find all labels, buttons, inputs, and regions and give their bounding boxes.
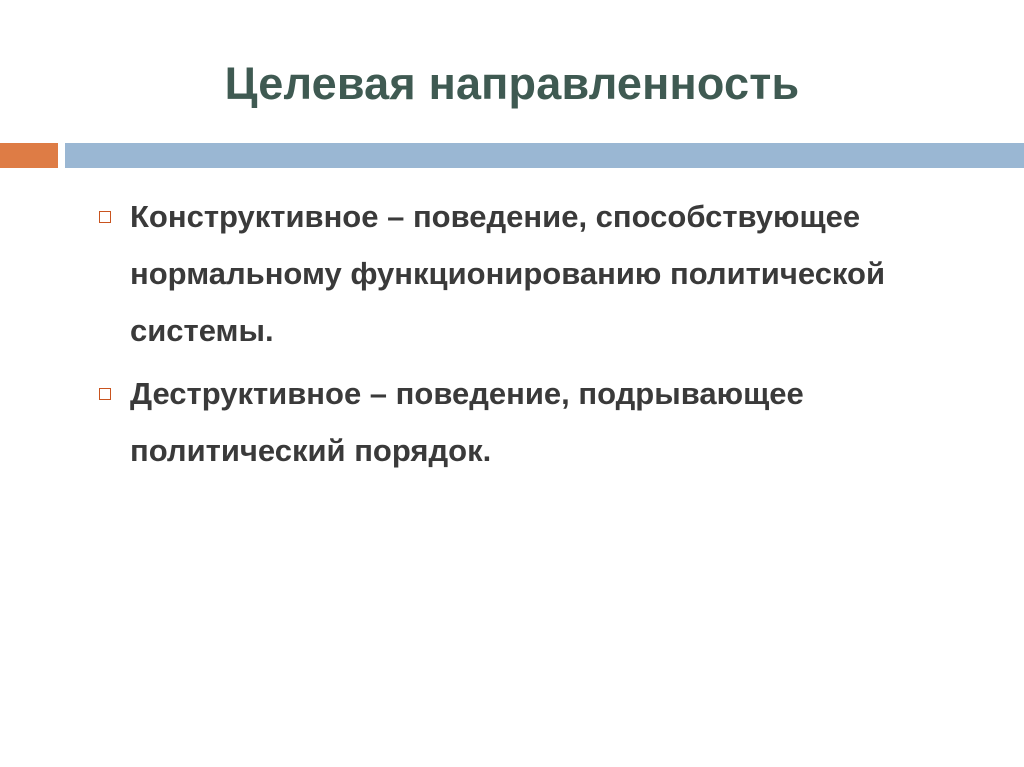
title-rule-accent xyxy=(0,143,58,168)
bullet-item-constructive xyxy=(96,188,976,359)
hollow-square-bullet-icon xyxy=(99,388,111,400)
title-rule xyxy=(65,143,1024,168)
bullet-text: Конструктивное – поведение, способствующее нормальному функционированию политической системы. xyxy=(130,199,886,348)
slide-title: Целевая направленность xyxy=(224,58,800,109)
bullet-item-destructive xyxy=(96,365,976,479)
bullet-list xyxy=(96,188,976,485)
hollow-square-bullet-icon xyxy=(99,211,111,223)
bullet-text: Деструктивное – поведение, подрывающее политический порядок. xyxy=(130,376,804,468)
